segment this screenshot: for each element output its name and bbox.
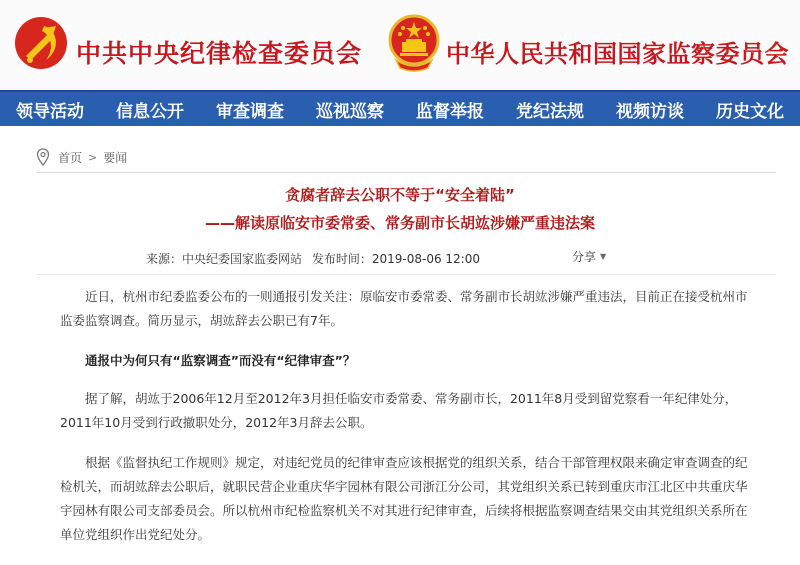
article-paragraph: 近日，杭州市纪委监委公布的一则通报引发关注：原临安市委常委、常务副市长胡竑涉嫌严重违法，目前正在接受杭州市监委监察调查。简历显示，胡竑辞去公职已有7年。 [60,289,748,328]
article-meta [146,250,486,267]
national-emblem-icon [388,12,440,74]
nav-item-supervision-reporting[interactable]: 监督举报 [416,101,484,122]
nav-item-history-culture[interactable]: 历史文化 [716,101,784,122]
nav-item-leadership-activities[interactable]: 领导活动 [16,101,84,122]
article-paragraph: 根据《监督执纪工作规则》规定，对违纪党员的纪律审查应该根据党的组织关系，结合干部管理权限来确定审查调查的纪检机关，而胡竑辞去公职后，就职民营企业重庆华宇园林有限公司浙江分公司，其党组织关系已转到重庆市江北区中共重庆华宇园林有限公司支部委员会。所以杭州市纪检监察机关不对其进行纪律审查，后续将根据监察调查结果交由其党组织关系所在单位党组织作出党纪处分。 [60,455,748,542]
meta-divider [36,274,776,275]
main-nav [0,90,800,126]
breadcrumb-home-link[interactable]: 首页 [58,150,83,165]
article-publish-time: 发布时间：2019-08-06 12:00 [311,252,480,266]
cc-discipline-commission-title: 中共中央纪律检查委员会 [76,39,363,68]
breadcrumb [36,146,127,168]
article-subtitle: ——解读原临安市委常委、常务副市长胡竑涉嫌严重违法案 [204,214,595,232]
breadcrumb-divider [36,172,776,173]
national-supervisory-commission-title: 中华人民共和国国家监察委员会 [446,39,789,68]
chevron-down-icon: ▼ [600,252,607,261]
party-emblem-icon [14,16,68,70]
site-header [0,0,800,90]
nav-item-video-interviews[interactable]: 视频访谈 [616,101,684,122]
nav-item-information-disclosure[interactable]: 信息公开 [116,101,184,122]
share-label: 分享 [572,250,597,264]
location-pin-icon [36,148,50,166]
article-source: 来源：中央纪委国家监委网站 [146,252,303,266]
breadcrumb-current[interactable]: 要闻 [103,150,128,165]
breadcrumb-separator: > [88,150,98,164]
share-button[interactable] [572,248,606,265]
article-paragraph: 据了解，胡竑于2006年12月至2012年3月担任临安市委常委、常务副市长，2011年8月受到留党察看一年纪律处分，2011年10月受到行政撤职处分，2012年3月辞去公职。 [60,391,738,430]
nav-item-review-investigation[interactable]: 审查调查 [216,101,284,122]
article-section-heading: 通报中为何只有“监察调查”而没有“纪律审查”？ [85,353,356,368]
nav-item-inspection-tours[interactable]: 巡视巡察 [316,101,384,122]
nav-item-party-regulations[interactable]: 党纪法规 [516,101,584,122]
article-title: 贪腐者辞去公职不等于“安全着陆” [285,186,515,204]
